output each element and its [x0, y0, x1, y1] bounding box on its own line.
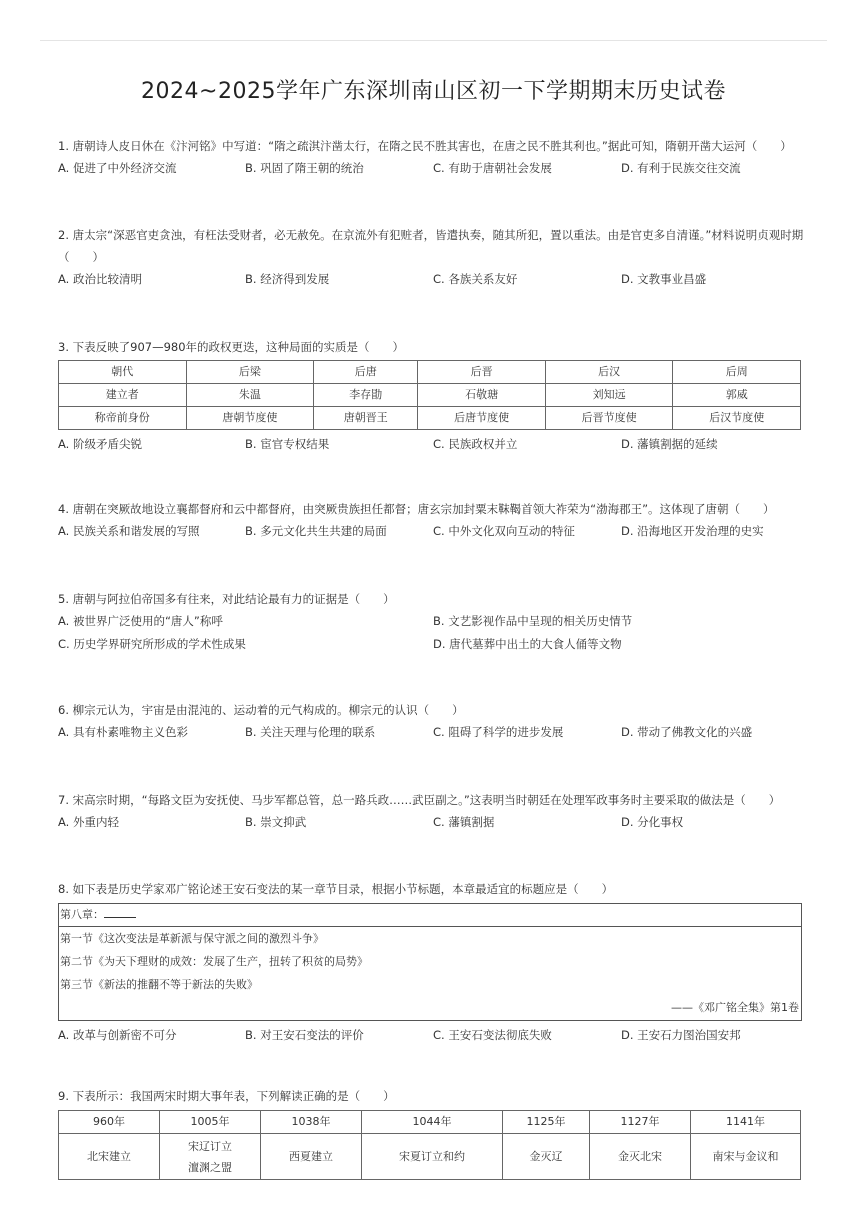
option-c[interactable]: C. 王安石变法彻底失败	[433, 1028, 552, 1042]
table-cell: 后周	[673, 361, 801, 384]
question-stem: 3. 下表反映了907—980年的政权更迭，这种局面的实质是（ ）	[58, 340, 405, 354]
table-cell: 朱温	[186, 384, 314, 407]
event-cell: 金灭北宋	[590, 1134, 691, 1180]
option-c[interactable]: C. 中外文化双向互动的特征	[433, 524, 575, 538]
event-cell: 金灭辽	[503, 1134, 590, 1180]
question-stem: 8. 如下表是历史学家邓广铭论述王安石变法的某一章节目录，根据小节标题，本章最适宜的标题应是（ ）	[58, 882, 614, 896]
option-d[interactable]: D. 有利于民族交往交流	[621, 161, 741, 175]
table-cell: 石敬瑭	[418, 384, 546, 407]
option-a[interactable]: A. 阶级矛盾尖锐	[58, 437, 142, 451]
table-cell: 唐朝晋王	[314, 407, 418, 430]
option-b[interactable]: B. 关注天理与伦理的联系	[245, 725, 376, 739]
section-line: 第三节《新法的推翻不等于新法的失败》	[60, 978, 258, 991]
event-cell: 南宋与金议和	[691, 1134, 801, 1180]
source-citation: ——《邓广铭全集》第1卷	[671, 1001, 799, 1014]
regime-table	[58, 360, 801, 430]
question-8	[58, 878, 808, 1046]
table-cell: 刘知远	[545, 384, 673, 407]
header-rule	[40, 40, 827, 41]
option-c[interactable]: C. 各族关系友好	[433, 272, 518, 286]
year-cell: 1125年	[503, 1111, 590, 1134]
event-cell: 宋夏订立和约	[362, 1134, 503, 1180]
option-a[interactable]: A. 民族关系和谐发展的写照	[58, 524, 200, 538]
table-row	[59, 1111, 801, 1134]
table-cell: 李存勖	[314, 384, 418, 407]
year-cell: 1005年	[160, 1111, 261, 1134]
table-cell: 称帝前身份	[59, 407, 187, 430]
table-row	[59, 1134, 801, 1180]
option-c[interactable]: C. 民族政权并立	[433, 437, 518, 451]
table-cell: 建立者	[59, 384, 187, 407]
question-7	[58, 789, 808, 833]
table-cell: 后汉节度使	[673, 407, 801, 430]
option-d[interactable]: D. 藩镇割据的延续	[621, 437, 718, 451]
option-b[interactable]: B. 巩固了隋王朝的统治	[245, 161, 364, 175]
question-stem: 4. 唐朝在突厥故地设立襄都督府和云中都督府，由突厥贵族担任都督；唐玄宗加封粟末靺鞨首领大祚荣为“渤海郡王”。这体现了唐朝（ ）	[58, 502, 775, 516]
table-row	[59, 384, 801, 407]
year-cell: 1044年	[362, 1111, 503, 1134]
answer-blank	[104, 905, 136, 918]
option-a[interactable]: A. 促进了中外经济交流	[58, 161, 177, 175]
option-b[interactable]: B. 对王安石变法的评价	[245, 1028, 364, 1042]
year-cell: 1127年	[590, 1111, 691, 1134]
table-cell: 后梁	[186, 361, 314, 384]
event-cell: 西夏建立	[261, 1134, 362, 1180]
year-cell: 960年	[59, 1111, 160, 1134]
option-d[interactable]: D. 带动了佛教文化的兴盛	[621, 725, 753, 739]
option-c[interactable]: C. 阻碍了科学的进步发展	[433, 725, 564, 739]
question-5	[58, 588, 808, 656]
question-1	[58, 135, 808, 179]
event-cell: 北宋建立	[59, 1134, 160, 1180]
table-row	[59, 407, 801, 430]
option-c[interactable]: C. 藩镇割据	[433, 815, 495, 829]
page-title: 2024~2025学年广东深圳南山区初一下学期期末历史试卷	[141, 79, 726, 104]
table-cell: 后晋节度使	[545, 407, 673, 430]
question-stem: 6. 柳宗元认为，宇宙是由混沌的、运动着的元气构成的。柳宗元的认识（ ）	[58, 703, 464, 717]
question-stem: 1. 唐朝诗人皮日休在《汴河铭》中写道：“隋之疏淇汴凿太行，在隋之民不胜其害也，在唐之民不胜其利也。”据此可知，隋朝开凿大运河（ ）	[58, 139, 792, 153]
option-a[interactable]: A. 政治比较清明	[58, 272, 142, 286]
table-cell: 郭威	[673, 384, 801, 407]
table-cell: 后晋	[418, 361, 546, 384]
option-d[interactable]: D. 沿海地区开发治理的史实	[621, 524, 764, 538]
table-cell: 后唐	[314, 361, 418, 384]
year-cell: 1038年	[261, 1111, 362, 1134]
chapter-header	[59, 904, 801, 927]
event-cell: 宋辽订立 澶渊之盟	[160, 1134, 261, 1180]
table-cell: 朝代	[59, 361, 187, 384]
question-4	[58, 498, 808, 542]
section-line: 第一节《这次变法是革新派与保守派之间的激烈斗争》	[60, 932, 324, 945]
question-stem: 9. 下表所示：我国两宋时期大事年表，下列解读正确的是（ ）	[58, 1089, 395, 1103]
chapter-label: 第八章：	[60, 908, 104, 921]
question-stem: 5. 唐朝与阿拉伯帝国多有往来，对此结论最有力的证据是（ ）	[58, 592, 395, 606]
question-3	[58, 336, 808, 455]
option-b[interactable]: B. 崇文抑武	[245, 815, 307, 829]
option-b[interactable]: B. 宦官专权结果	[245, 437, 330, 451]
option-c[interactable]: C. 历史学界研究所形成的学术性成果	[58, 637, 246, 651]
option-b[interactable]: B. 文艺影视作品中呈现的相关历史情节	[433, 614, 633, 628]
question-stem: 2. 唐太宗“深恶官吏贪浊，有枉法受财者，必无赦免。在京流外有犯赃者，皆遣执奏，随其所犯，置以重法。由是官吏多自清谨。”材料说明贞观时期（ ）	[58, 228, 804, 264]
question-6	[58, 699, 808, 743]
option-d[interactable]: D. 文教事业昌盛	[621, 272, 707, 286]
option-d[interactable]: D. 王安石力图治国安邦	[621, 1028, 741, 1042]
section-line: 第二节《为天下理财的成效：发展了生产，扭转了积贫的局势》	[60, 955, 368, 968]
option-a[interactable]: A. 具有朴素唯物主义色彩	[58, 725, 188, 739]
year-cell: 1141年	[691, 1111, 801, 1134]
option-d[interactable]: D. 唐代墓葬中出土的大食人俑等文物	[433, 637, 622, 651]
option-d[interactable]: D. 分化事权	[621, 815, 684, 829]
table-cell: 唐朝节度使	[186, 407, 314, 430]
option-a[interactable]: A. 改革与创新密不可分	[58, 1028, 177, 1042]
option-a[interactable]: A. 被世界广泛使用的“唐人”称呼	[58, 614, 223, 628]
table-cell: 后汉	[545, 361, 673, 384]
chronology-table	[58, 1110, 801, 1180]
option-b[interactable]: B. 经济得到发展	[245, 272, 330, 286]
question-9	[58, 1085, 808, 1180]
question-2	[58, 224, 808, 290]
option-c[interactable]: C. 有助于唐朝社会发展	[433, 161, 552, 175]
table-row	[59, 361, 801, 384]
chapter-outline-box	[58, 903, 802, 1021]
option-b[interactable]: B. 多元文化共生共建的局面	[245, 524, 387, 538]
question-stem: 7. 宋高宗时期，“每路文臣为安抚使、马步军都总管，总一路兵政……武臣副之。”这表明当时朝廷在处理军政事务时主要采取的做法是（ ）	[58, 793, 781, 807]
table-cell: 后唐节度使	[418, 407, 546, 430]
option-a[interactable]: A. 外重内轻	[58, 815, 119, 829]
